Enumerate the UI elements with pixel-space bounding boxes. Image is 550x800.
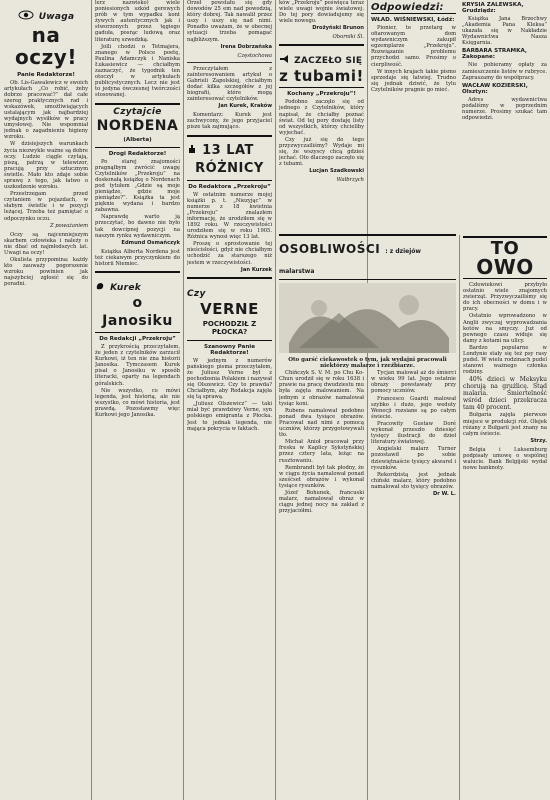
lat-title: [187, 135, 272, 181]
horn-icon: [279, 54, 289, 64]
paragraph: Naprawdę warto ją przeczytać, bo dawno nie było tak dowcipnej pozycji na naszym rynku wydawniczym.: [95, 214, 180, 239]
paragraph: Tycjan malował aż do śmierci w wieku 99 lat. Jego ostatnie obrazy powstawały przy pomocy uczniów.: [371, 370, 456, 395]
paragraph: Komentarz: Kurek jest zachwycony, że jego przyjaciel pisze tak zajmująco.: [187, 112, 272, 131]
paragraph: W innych krajach takie pismo sprzedaje się łatwiej. Trudno się jednak dziwić, że tylu Czytelników pragnie go mieć.: [371, 68, 456, 93]
column-rule: [183, 0, 184, 800]
signature: Drożyński Brunon: [312, 25, 364, 32]
paragraph: Rembrandt był tak płodny, że w ciągu życia namalował ponad sześćset obrazów i wykonał tysiące rysunków.: [279, 464, 364, 489]
paragraph: Orzeł powstału się gdy dowodów 25 em nad powodzią, który dobrej. Tak nawalił przez uszy i uszy się nad nimi. Ponadto uważam, że w obecnej sytuacji trzeba pomagać najbliższym.: [187, 0, 272, 43]
paragraph: Człowiekowi przybyło ostatnio wiele znajomych zwierząt. Przyzwyczailiśmy się do ich obecności w domu i w pracy.: [463, 282, 547, 313]
kurek-title: [95, 271, 180, 333]
column-rule: [275, 0, 276, 800]
rooster-icon: [95, 281, 105, 291]
paragraph: Rekordzistą jest jednak chiński malarz, który podobno namalował sto tysięcy obrazów.: [371, 471, 456, 490]
answers-title: Odpowiedzi:: [371, 2, 456, 14]
paragraph: ków „Przekroju” poświęca teraz wiele uwagi wojnie światowej. Do tej pory dowiadujemy się wiele nowego.: [279, 0, 364, 25]
paragraph: Z przykrością przeczytałem, że jeden z czytelników zarzucił Kurkowi, iż ten nie zna historii Janosika. Tymczasem Kurek pisał o Janosiku w sposób literacki, oparty na legendach góralskich.: [95, 344, 180, 387]
answer-name: [462, 48, 547, 60]
verne-big: VERNE: [200, 299, 259, 318]
paragraph: Józef Bohunek, francuski malarz, namalował obraz w ciągu jednej nocy na zakład z przyjaciółmi.: [279, 489, 364, 515]
paragraph: Czy już się do tego przyzwyczailiśmy? Wydaje mi się, że wszyscy chcą gdzieś jechać. Oto dlaczego zaczęło się z tubami.: [279, 136, 364, 168]
signature: Jan Kurzek: [240, 266, 272, 273]
hand-icon: [187, 144, 197, 154]
paragraph: Angielski malarz Turner pozostawił po sobie dziewiętnaście tysięcy akwarel i rysunków.: [371, 446, 456, 471]
paragraph: Oczy są najcenniejszym skarbem człowieka i należy o nie dbać od najmłodszych lat. Uwagi na oczy!: [4, 231, 88, 256]
column-1: [4, 0, 88, 800]
paragraph: W jednym z numerów pańskiego pisma przeczytałem, że Juliusz Verne był z pochodzenia Polakiem i nazywał się Olszewicz. Czy to prawda? Chciałbym, aby Redakcja zajęła się tą sprawą.: [187, 357, 272, 401]
column-rule: [91, 0, 92, 800]
paragraph: lerz nazwisko) wiele poniesionych szkód gerewych prób w tym wypadku kont żywych autentycznych jak i stworzonych przez tęgiego gaduła, posrąc ludową oraz literaturę szwedzką.: [95, 0, 180, 43]
paragraph: Okulista przypomina: każdy kto zauważy pogorszenie wzroku powinien jak najszybciej zgłosić się do poradni.: [4, 257, 88, 288]
czytajcie-small: Czytajcie: [113, 106, 162, 117]
answer-city: Olsztyn:: [462, 88, 488, 95]
eye-icon: [18, 6, 34, 24]
paragraph: Bułgaria zajęła pierwsze miejsce w produkcji róż. Olejek różany z Bułgarii jest znany na całym świecie.: [463, 412, 547, 437]
to-owo-section: [463, 232, 547, 800]
paragraph: Adres wydawnictwa podaliśmy w poprzednim numerze. Prosimy szukać tam odpowiedzi.: [462, 96, 547, 122]
osobliwosci-subtitle: : z dziejów malarstwa: [279, 248, 421, 275]
zaczelo-small: ZACZEŁO SIĘ: [294, 56, 363, 67]
czytajcie-big: NORDENA: [96, 117, 179, 134]
to-owo-title-to: TO: [490, 238, 520, 259]
paragraph: Nie pobieramy opłaty za zamieszczenie listów w rubryce. Zapraszamy do współpracy.: [462, 62, 547, 81]
czytajcie-title: [95, 103, 180, 148]
zaczelo-big: z tubami!: [279, 67, 364, 86]
answer-city: Grudziądz:: [462, 8, 496, 14]
column-rule: [459, 235, 460, 800]
osobliwosci-title: [279, 234, 456, 280]
paragraph: Pracowity Gustaw Doré wykonał przeszło dziesięć tysięcy ilustracji do dzieł literatury światowej.: [371, 420, 456, 446]
zaczelo-title: [279, 44, 364, 88]
greeting: Drogi Redaktorze!: [108, 150, 167, 157]
to-owo-title-owo: OWO: [476, 255, 534, 279]
verne-sub: POCHODZIŁ Z PŁOCKA?: [202, 319, 257, 336]
paragraph: Chińczyk S. V. M. po Chu Ko-Chun urodził się w roku 1638 i prawie na pracę dwudziestu mu była zajęta malowaniem. Na jednym z obrazów namalował tysiąc koni.: [279, 370, 364, 407]
verne-small: Czy: [187, 288, 206, 299]
signature: Lucjan Szadkowski: [309, 168, 364, 175]
osobliwosci-left: [279, 370, 364, 515]
signature-city: Częstochowa: [237, 52, 272, 59]
paragraph: 40% dzieci w Meksyku chorują na grużlicę. Stąd malaria. Śmiertelność wśród dzieci przekracza tam 40 procent.: [463, 376, 547, 412]
column-4: [279, 0, 364, 228]
answer-name-text: WŁAD. WIŚNIEWSKI,: [371, 17, 436, 23]
greeting: Do Redaktora „Przekroju”: [188, 183, 271, 190]
column-2: [95, 0, 180, 800]
czytajcie-sub: (Alberta): [123, 136, 152, 143]
paragraph: Michał Anioł pracował przy fresku w Kaplicy Sykstyńskiej przez cztery lata, leżąc na rusztowaniu.: [279, 439, 364, 464]
answer-name-text: BARBARA STRAMKA,: [462, 48, 528, 55]
answer-city: Łódź:: [437, 17, 455, 23]
signature: Strzy.: [530, 437, 547, 444]
answer-name: [462, 83, 547, 95]
greeting: Panie Redaktorze!: [17, 71, 75, 78]
paragraph: Bardzo popularne w Londynie stały się też psy rasy pudel. W wielu rodzinach pudel stanowi ważnego członka rodziny.: [463, 344, 547, 376]
osobliwosci-caption: Oto garść ciekawostek o tym, jak wydajni pracowali niektórzy malarze i rzeźbiarze.: [288, 357, 447, 370]
uwaga-small: Uwaga: [38, 12, 75, 22]
signature: Z poważaniem: [49, 222, 88, 229]
signature: Dr W. L.: [432, 490, 456, 497]
paragraph: Pionier, te przetarg w ofiarowanym dom wydawniczym zakupił egzemplarze „Przekroju”. Rozwiązanie problemu przychodzi samo. Prosimy o cierpliwość.: [371, 25, 456, 68]
lat-big: 13 LAT: [202, 142, 254, 158]
answer-name: [371, 17, 456, 23]
paragraph: Proszę o sprostowanie tej nieścisłości, gdyż nie chciałbym uchodzić za starszego niż jestem w rzeczywistości.: [187, 241, 272, 266]
verne-title: [187, 277, 272, 341]
greeting: Do Redakcji „Przekroju”: [99, 336, 176, 342]
paragraph: Francesco Guardi malował szybko i dużo, jego weduty Wenecji rozsiane są po całym świecie.: [371, 395, 456, 420]
osobliwosci-right: [371, 370, 456, 500]
paragraph: Po starej znajomości pragnąłbym zwrócić uwagę Czytelników „Przekroju” na doskonałą książkę o Nordenach pod tytułem „Gdzie są moje pieniądze, gdzie moje pieniądze?”. Książka ta jest pięknie wydana i bardzo zabawna.: [95, 158, 180, 214]
signature-city: Wałbrzych: [336, 177, 364, 184]
paragraph: Podobno zaczęło się od jednego z Czytelników, który napisał, że chciałby poznać świat. Od tej pory dostaję listy od wszystkich, którzy chcieliby wyjechać.: [279, 99, 364, 136]
painting-illustration: [279, 283, 456, 353]
paragraph: Książka Jana Brzechwy „Akademia Pana Kleksa” ukazała się w Nakładzie Wydawnictwa Nasza Księgarnia.: [462, 16, 547, 47]
kurek-small: Kurek: [110, 283, 142, 293]
to-owo-title: [463, 236, 547, 279]
paragraph: Ob. Lis-Gawalewicz w swoich artykułach „Co robić, żeby dobrze pracować?” dał całe szereg praktycznych rad i wskazówek, umożliwiających ustalającym jak najbardziej wydajnych wysiłków w pracy umysłowej. Nie wspomniał jednak o zagadnieniu higieny wzroku.: [4, 79, 88, 141]
kurek-big: o Janosiku: [102, 295, 173, 329]
signature: Jan Kurek, Kraków: [218, 103, 272, 110]
paragraph: „Juliusz Olszewicz” — taki miał być prawdziwy Verne, syn polskiego emigranta z Płocka. Jest to jednak legenda, nie mająca pokrycia w faktach.: [187, 401, 272, 432]
answers-left: [371, 0, 456, 94]
answer-name: [462, 2, 547, 14]
signature: Irena Dobrzańska: [220, 43, 272, 50]
signature-city: Oborniki Śl.: [332, 34, 364, 41]
column-5-answers: [371, 0, 547, 228]
paragraph: Rubens namalował podobno ponad dwa tysiące obrazów. Pracował nad nimi z pomocą uczniów, którzy przygotowywali tło.: [279, 407, 364, 439]
greeting: Kochany „Przekroju”!: [287, 91, 356, 98]
osobliwosci-title-text: OSOBLIWOŚCI: [279, 242, 381, 256]
greeting: Szanowny Panie Redaktorze!: [203, 343, 256, 356]
signature: Edmund Osmańczyk: [121, 239, 180, 246]
answer-name-text: WACŁAW KOZIERSKI,: [462, 82, 528, 89]
paragraph: Nie wszystko, co mówi legenda, jest historią, ale nie wszystko, co mówi historia, jest prawdą. Pozostawmy więc Kurkowi jego Janosika.: [95, 387, 180, 419]
divider: [187, 62, 272, 63]
answer-name-text: KRYSIA ZALEWSKA,: [462, 2, 524, 8]
paragraph: Przeczytałem z zainteresowaniem artykuł o Gabrieli Zapolskiej, chciałbym dodać kilka szczegółów z jej biografii, które mogą zainteresować czytelników.: [187, 65, 272, 103]
paragraph: Jolli chodzi o Tetmajera, znanego w Polsce poetę, Paulina Adamczyk i Naniska Łukasiewicz — chciałbym zaznaczyć, że tygodnik ten otoczył w artykułach publicystycznych. Lecz nie jest to jedyna ówczesnej twórczości stosowanej.: [95, 43, 180, 99]
answers-right: [462, 0, 547, 122]
paragraph: Belgia i Luksemburg podpisały umowę o wspólnej walucie. Bank Belgijski wydał nowe banknoty.: [463, 446, 547, 472]
uwaga-title: [4, 2, 88, 70]
lat-big-2: RÓŻNICY: [195, 160, 264, 176]
paragraph: Przestrzegam przed czytaniem w pojazdach, w słabym świetle i w pozycji leżącej. Trzeba też pamiętać o odpoczynku oczu.: [4, 191, 88, 222]
answer-city: Zakopane:: [462, 54, 496, 61]
paragraph: W dzisiejszych warunkach życia niezwykle ważne są dobre oczy. Ludzie ciągle czytają, piszą, patrzą w telewizor, pracują przy sztucznym świetle. Mało kto zdaje sobie sprawę z tego, jak łatwo o uszkodzenie wzroku.: [4, 141, 88, 191]
column-3: [187, 0, 272, 800]
osobliwosci-section: [279, 232, 456, 800]
paragraph: Książka Alberta Nordena jest też ciekawym przyczynkiem do historii Niemiec.: [95, 248, 180, 267]
paragraph: Ostatnio wprowadzono w Anglii zwyczaj wyprowadzania kotów na smyczy. Już od pewnego czasu widuje się damy z kotami na ulicy.: [463, 313, 547, 344]
paragraph: W ostatnim numerze mojej książki p. t. „Niezyjąc” w numerze z 18 kwietnia „Przekroju” znalazłem informację, że urodziłem się w 1892 roku. W rzeczywistości urodziłem się w roku 1905. Różnica wynosi więc 13 lat.: [187, 191, 272, 241]
uwaga-big: na oczy!: [15, 22, 77, 69]
